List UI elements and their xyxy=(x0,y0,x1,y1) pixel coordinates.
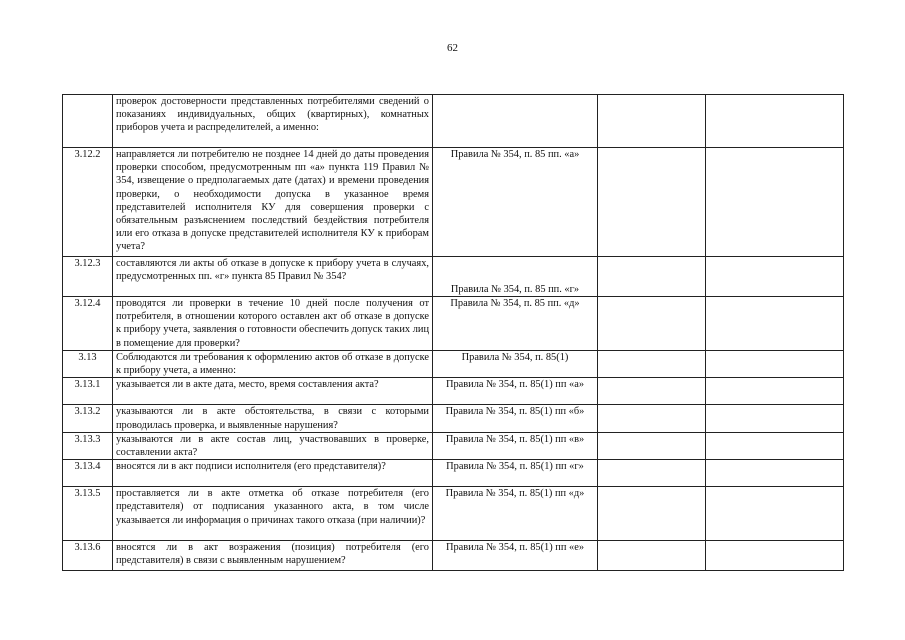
table-row xyxy=(63,460,844,487)
empty-cell xyxy=(598,487,706,541)
empty-cell xyxy=(598,432,706,459)
empty-cell xyxy=(598,148,706,257)
row-question: проводятся ли проверки в течение 10 дней после получения от потребителя, в отношении которого оставлен акт об отказе в допуске к прибору учета, заявления о готовности обеспечить допуск таких лиц в помещение для проверки? xyxy=(113,297,433,351)
row-reference: Правила № 354, п. 85(1) пп «б» xyxy=(433,405,598,432)
empty-cell xyxy=(598,460,706,487)
empty-cell xyxy=(706,378,844,405)
table-row xyxy=(63,378,844,405)
page-number: 62 xyxy=(447,42,458,54)
row-question: направляется ли потребителю не позднее 14 дней до даты проведения проверки способом, предусмотренным пп «а» пункта 119 Правил № 354, извещение о предполагаемых дате (датах) и времени проведения проверки, о необходимости допуска в указанное время представителей исполнителя КУ для совершения проверки с обязательным разъяснением последствий бездействия потребителя или его отказа в допуске представителей исполнителя КУ к приборам учета? xyxy=(113,148,433,257)
row-question: составляются ли акты об отказе в допуске к прибору учета в случаях, предусмотренных пп. «г» пункта 85 Правил № 354? xyxy=(113,257,433,297)
empty-cell xyxy=(598,95,706,148)
row-reference: Правила № 354, п. 85(1) пп «в» xyxy=(433,432,598,459)
row-number: 3.13.2 xyxy=(63,405,113,432)
row-number: 3.12.4 xyxy=(63,297,113,351)
row-number: 3.13.6 xyxy=(63,541,113,571)
empty-cell xyxy=(706,487,844,541)
row-question: вносятся ли в акт подписи исполнителя (его представителя)? xyxy=(113,460,433,487)
table-row xyxy=(63,95,844,148)
empty-cell xyxy=(706,95,844,148)
table-row xyxy=(63,351,844,378)
table-row xyxy=(63,257,844,297)
empty-cell xyxy=(598,351,706,378)
row-question: проверок достоверности представленных потребителями сведений о показаниях индивидуальных, общих (квартирных), комнатных приборов учета и распределителей, а именно: xyxy=(113,95,433,148)
row-number: 3.12.2 xyxy=(63,148,113,257)
row-reference: Правила № 354, п. 85 пп. «д» xyxy=(433,297,598,351)
empty-cell xyxy=(598,297,706,351)
empty-cell xyxy=(706,148,844,257)
row-reference: Правила № 354, п. 85 пп. «а» xyxy=(433,148,598,257)
row-question: указываются ли в акте обстоятельства, в связи с которыми проводилась проверка, и выявленные нарушения? xyxy=(113,405,433,432)
table-row xyxy=(63,432,844,459)
empty-cell xyxy=(706,297,844,351)
empty-cell xyxy=(706,541,844,571)
row-reference xyxy=(433,95,598,148)
table-row xyxy=(63,148,844,257)
empty-cell xyxy=(598,257,706,297)
row-number: 3.13.5 xyxy=(63,487,113,541)
empty-cell xyxy=(706,432,844,459)
table-row xyxy=(63,487,844,541)
row-number: 3.13.3 xyxy=(63,432,113,459)
row-question: указываются ли в акте состав лиц, участвовавших в проверке, составлении акта? xyxy=(113,432,433,459)
row-number: 3.13.4 xyxy=(63,460,113,487)
row-question: Соблюдаются ли требования к оформлению актов об отказе в допуске к прибору учета, а именно: xyxy=(113,351,433,378)
table-row xyxy=(63,541,844,571)
row-question: указывается ли в акте дата, место, время составления акта? xyxy=(113,378,433,405)
empty-cell xyxy=(598,541,706,571)
row-number: 3.13.1 xyxy=(63,378,113,405)
row-reference: Правила № 354, п. 85(1) пп «а» xyxy=(433,378,598,405)
row-question: проставляется ли в акте отметка об отказе потребителя (его представителя) от подписания указанного акта, в том числе указывается ли информация о причинах такого отказа (при наличии)? xyxy=(113,487,433,541)
row-reference: Правила № 354, п. 85(1) пп «г» xyxy=(433,460,598,487)
row-reference: Правила № 354, п. 85(1) xyxy=(433,351,598,378)
empty-cell xyxy=(706,405,844,432)
empty-cell xyxy=(706,257,844,297)
table-row xyxy=(63,297,844,351)
row-number: 3.12.3 xyxy=(63,257,113,297)
empty-cell xyxy=(706,351,844,378)
empty-cell xyxy=(598,405,706,432)
row-reference: Правила № 354, п. 85 пп. «г» xyxy=(433,257,598,297)
row-reference: Правила № 354, п. 85(1) пп «е» xyxy=(433,541,598,571)
row-reference: Правила № 354, п. 85(1) пп «д» xyxy=(433,487,598,541)
checklist-table xyxy=(62,94,844,571)
empty-cell xyxy=(598,378,706,405)
empty-cell xyxy=(706,460,844,487)
table-row xyxy=(63,405,844,432)
row-number: 3.13 xyxy=(63,351,113,378)
row-question: вносятся ли в акт возражения (позиция) потребителя (его представителя) в связи с выявленным нарушением? xyxy=(113,541,433,571)
row-number xyxy=(63,95,113,148)
